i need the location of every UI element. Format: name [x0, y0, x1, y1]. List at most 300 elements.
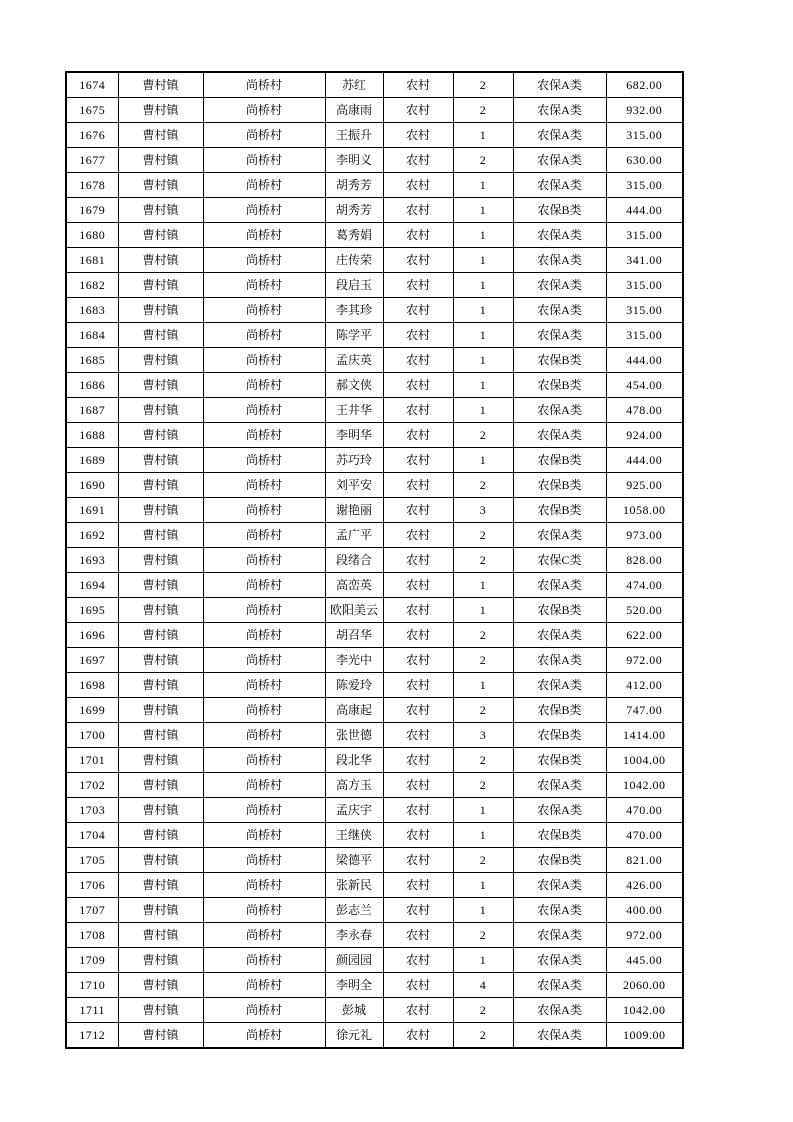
category-cell: 农保B类: [513, 598, 606, 623]
count-cell: 1: [453, 373, 513, 398]
count-cell: 2: [453, 148, 513, 173]
amount-cell: 478.00: [606, 398, 683, 423]
residence-cell: 农村: [383, 198, 453, 223]
count-cell: 2: [453, 98, 513, 123]
village-cell: 尚桥村: [203, 373, 325, 398]
town-cell: 曹村镇: [118, 573, 203, 598]
amount-cell: 1042.00: [606, 773, 683, 798]
village-cell: 尚桥村: [203, 573, 325, 598]
town-cell: 曹村镇: [118, 848, 203, 873]
town-cell: 曹村镇: [118, 448, 203, 473]
name-cell: 王振升: [325, 123, 383, 148]
town-cell: 曹村镇: [118, 898, 203, 923]
town-cell: 曹村镇: [118, 723, 203, 748]
town-cell: 曹村镇: [118, 623, 203, 648]
count-cell: 2: [453, 848, 513, 873]
serial-cell: 1682: [66, 273, 118, 298]
town-cell: 曹村镇: [118, 498, 203, 523]
village-cell: 尚桥村: [203, 348, 325, 373]
table-row: [66, 698, 683, 723]
town-cell: 曹村镇: [118, 773, 203, 798]
table-row: [66, 72, 683, 98]
serial-cell: 1686: [66, 373, 118, 398]
town-cell: 曹村镇: [118, 123, 203, 148]
count-cell: 1: [453, 673, 513, 698]
table-row: [66, 798, 683, 823]
village-cell: 尚桥村: [203, 323, 325, 348]
table-row: [66, 973, 683, 998]
count-cell: 2: [453, 523, 513, 548]
village-cell: 尚桥村: [203, 423, 325, 448]
name-cell: 张新民: [325, 873, 383, 898]
amount-cell: 400.00: [606, 898, 683, 923]
table-row: [66, 898, 683, 923]
count-cell: 1: [453, 398, 513, 423]
table-row: [66, 373, 683, 398]
village-cell: 尚桥村: [203, 98, 325, 123]
count-cell: 3: [453, 723, 513, 748]
name-cell: 葛秀娟: [325, 223, 383, 248]
village-cell: 尚桥村: [203, 848, 325, 873]
count-cell: 2: [453, 748, 513, 773]
town-cell: 曹村镇: [118, 248, 203, 273]
residence-cell: 农村: [383, 273, 453, 298]
town-cell: 曹村镇: [118, 923, 203, 948]
serial-cell: 1691: [66, 498, 118, 523]
town-cell: 曹村镇: [118, 698, 203, 723]
serial-cell: 1703: [66, 798, 118, 823]
village-cell: 尚桥村: [203, 723, 325, 748]
serial-cell: 1683: [66, 298, 118, 323]
residence-cell: 农村: [383, 1023, 453, 1049]
table-row: [66, 273, 683, 298]
category-cell: 农保A类: [513, 798, 606, 823]
name-cell: 苏巧玲: [325, 448, 383, 473]
amount-cell: 1414.00: [606, 723, 683, 748]
count-cell: 1: [453, 348, 513, 373]
category-cell: 农保B类: [513, 848, 606, 873]
amount-cell: 412.00: [606, 673, 683, 698]
count-cell: 1: [453, 898, 513, 923]
count-cell: 2: [453, 998, 513, 1023]
table-row: [66, 348, 683, 373]
category-cell: 农保A类: [513, 923, 606, 948]
serial-cell: 1699: [66, 698, 118, 723]
table-row: [66, 998, 683, 1023]
name-cell: 高康起: [325, 698, 383, 723]
residence-cell: 农村: [383, 648, 453, 673]
village-cell: 尚桥村: [203, 198, 325, 223]
town-cell: 曹村镇: [118, 798, 203, 823]
amount-cell: 630.00: [606, 148, 683, 173]
amount-cell: 315.00: [606, 173, 683, 198]
serial-cell: 1675: [66, 98, 118, 123]
village-cell: 尚桥村: [203, 1023, 325, 1049]
name-cell: 颜园园: [325, 948, 383, 973]
residence-cell: 农村: [383, 798, 453, 823]
name-cell: 梁德平: [325, 848, 383, 873]
category-cell: 农保A类: [513, 72, 606, 98]
category-cell: 农保B类: [513, 348, 606, 373]
serial-cell: 1680: [66, 223, 118, 248]
serial-cell: 1688: [66, 423, 118, 448]
village-cell: 尚桥村: [203, 548, 325, 573]
category-cell: 农保A类: [513, 123, 606, 148]
name-cell: 庄传荣: [325, 248, 383, 273]
table-row: [66, 498, 683, 523]
residence-cell: 农村: [383, 473, 453, 498]
count-cell: 2: [453, 72, 513, 98]
category-cell: 农保B类: [513, 823, 606, 848]
amount-cell: 470.00: [606, 798, 683, 823]
serial-cell: 1698: [66, 673, 118, 698]
amount-cell: 315.00: [606, 323, 683, 348]
residence-cell: 农村: [383, 498, 453, 523]
amount-cell: 341.00: [606, 248, 683, 273]
table-row: [66, 673, 683, 698]
table-row: [66, 548, 683, 573]
serial-cell: 1679: [66, 198, 118, 223]
town-cell: 曹村镇: [118, 523, 203, 548]
amount-cell: 1004.00: [606, 748, 683, 773]
amount-cell: 682.00: [606, 72, 683, 98]
count-cell: 2: [453, 623, 513, 648]
village-cell: 尚桥村: [203, 773, 325, 798]
serial-cell: 1702: [66, 773, 118, 798]
residence-cell: 农村: [383, 448, 453, 473]
category-cell: 农保A类: [513, 948, 606, 973]
serial-cell: 1676: [66, 123, 118, 148]
serial-cell: 1696: [66, 623, 118, 648]
village-cell: 尚桥村: [203, 448, 325, 473]
village-cell: 尚桥村: [203, 223, 325, 248]
category-cell: 农保A类: [513, 998, 606, 1023]
village-cell: 尚桥村: [203, 973, 325, 998]
category-cell: 农保B类: [513, 373, 606, 398]
count-cell: 1: [453, 598, 513, 623]
village-cell: 尚桥村: [203, 898, 325, 923]
amount-cell: 932.00: [606, 98, 683, 123]
category-cell: 农保A类: [513, 573, 606, 598]
name-cell: 刘平安: [325, 473, 383, 498]
table-row: [66, 648, 683, 673]
name-cell: 胡秀芳: [325, 198, 383, 223]
category-cell: 农保A类: [513, 273, 606, 298]
town-cell: 曹村镇: [118, 173, 203, 198]
table-row: [66, 223, 683, 248]
village-cell: 尚桥村: [203, 498, 325, 523]
category-cell: 农保A类: [513, 173, 606, 198]
amount-cell: 454.00: [606, 373, 683, 398]
count-cell: 1: [453, 223, 513, 248]
village-cell: 尚桥村: [203, 148, 325, 173]
residence-cell: 农村: [383, 123, 453, 148]
village-cell: 尚桥村: [203, 648, 325, 673]
residence-cell: 农村: [383, 698, 453, 723]
town-cell: 曹村镇: [118, 973, 203, 998]
name-cell: 谢艳丽: [325, 498, 383, 523]
count-cell: 1: [453, 273, 513, 298]
category-cell: 农保A类: [513, 673, 606, 698]
residence-cell: 农村: [383, 823, 453, 848]
residence-cell: 农村: [383, 973, 453, 998]
category-cell: 农保B类: [513, 473, 606, 498]
table-row: [66, 573, 683, 598]
count-cell: 2: [453, 648, 513, 673]
count-cell: 1: [453, 823, 513, 848]
village-cell: 尚桥村: [203, 998, 325, 1023]
amount-cell: 924.00: [606, 423, 683, 448]
serial-cell: 1700: [66, 723, 118, 748]
category-cell: 农保A类: [513, 148, 606, 173]
category-cell: 农保B类: [513, 698, 606, 723]
name-cell: 郝文侠: [325, 373, 383, 398]
serial-cell: 1712: [66, 1023, 118, 1049]
name-cell: 李永春: [325, 923, 383, 948]
name-cell: 李明义: [325, 148, 383, 173]
table-row: [66, 98, 683, 123]
count-cell: 4: [453, 973, 513, 998]
town-cell: 曹村镇: [118, 673, 203, 698]
residence-cell: 农村: [383, 998, 453, 1023]
town-cell: 曹村镇: [118, 748, 203, 773]
residence-cell: 农村: [383, 923, 453, 948]
table-row: [66, 448, 683, 473]
village-cell: 尚桥村: [203, 398, 325, 423]
category-cell: 农保A类: [513, 973, 606, 998]
name-cell: 高方玉: [325, 773, 383, 798]
name-cell: 胡秀芳: [325, 173, 383, 198]
category-cell: 农保A类: [513, 223, 606, 248]
residence-cell: 农村: [383, 248, 453, 273]
name-cell: 孟庆英: [325, 348, 383, 373]
town-cell: 曹村镇: [118, 198, 203, 223]
town-cell: 曹村镇: [118, 873, 203, 898]
category-cell: 农保A类: [513, 898, 606, 923]
town-cell: 曹村镇: [118, 998, 203, 1023]
name-cell: 王继侠: [325, 823, 383, 848]
residence-cell: 农村: [383, 223, 453, 248]
town-cell: 曹村镇: [118, 348, 203, 373]
amount-cell: 972.00: [606, 923, 683, 948]
count-cell: 2: [453, 773, 513, 798]
table-row: [66, 323, 683, 348]
name-cell: 孟庆宇: [325, 798, 383, 823]
count-cell: 1: [453, 573, 513, 598]
table-row: [66, 623, 683, 648]
category-cell: 农保A类: [513, 298, 606, 323]
village-cell: 尚桥村: [203, 298, 325, 323]
count-cell: 2: [453, 548, 513, 573]
name-cell: 高峦英: [325, 573, 383, 598]
count-cell: 1: [453, 298, 513, 323]
amount-cell: 747.00: [606, 698, 683, 723]
village-cell: 尚桥村: [203, 748, 325, 773]
town-cell: 曹村镇: [118, 98, 203, 123]
category-cell: 农保A类: [513, 398, 606, 423]
town-cell: 曹村镇: [118, 648, 203, 673]
serial-cell: 1707: [66, 898, 118, 923]
category-cell: 农保B类: [513, 723, 606, 748]
town-cell: 曹村镇: [118, 948, 203, 973]
amount-cell: 622.00: [606, 623, 683, 648]
amount-cell: 821.00: [606, 848, 683, 873]
category-cell: 农保A类: [513, 248, 606, 273]
count-cell: 2: [453, 1023, 513, 1049]
village-cell: 尚桥村: [203, 123, 325, 148]
count-cell: 2: [453, 923, 513, 948]
town-cell: 曹村镇: [118, 223, 203, 248]
amount-cell: 973.00: [606, 523, 683, 548]
town-cell: 曹村镇: [118, 72, 203, 98]
serial-cell: 1674: [66, 72, 118, 98]
count-cell: 2: [453, 423, 513, 448]
name-cell: 段启玉: [325, 273, 383, 298]
name-cell: 王井华: [325, 398, 383, 423]
village-cell: 尚桥村: [203, 72, 325, 98]
serial-cell: 1708: [66, 923, 118, 948]
residence-cell: 农村: [383, 348, 453, 373]
category-cell: 农保A类: [513, 523, 606, 548]
count-cell: 1: [453, 448, 513, 473]
serial-cell: 1694: [66, 573, 118, 598]
table-row: [66, 598, 683, 623]
village-cell: 尚桥村: [203, 673, 325, 698]
serial-cell: 1709: [66, 948, 118, 973]
table-row: [66, 148, 683, 173]
serial-cell: 1695: [66, 598, 118, 623]
name-cell: 李光中: [325, 648, 383, 673]
residence-cell: 农村: [383, 523, 453, 548]
count-cell: 1: [453, 873, 513, 898]
category-cell: 农保A类: [513, 873, 606, 898]
count-cell: 1: [453, 323, 513, 348]
table-row: [66, 848, 683, 873]
residence-cell: 农村: [383, 373, 453, 398]
amount-cell: 972.00: [606, 648, 683, 673]
category-cell: 农保A类: [513, 1023, 606, 1049]
amount-cell: 445.00: [606, 948, 683, 973]
serial-cell: 1692: [66, 523, 118, 548]
town-cell: 曹村镇: [118, 823, 203, 848]
table-row: [66, 773, 683, 798]
amount-cell: 470.00: [606, 823, 683, 848]
table-row: [66, 823, 683, 848]
town-cell: 曹村镇: [118, 598, 203, 623]
serial-cell: 1687: [66, 398, 118, 423]
amount-cell: 828.00: [606, 548, 683, 573]
table-row: [66, 748, 683, 773]
serial-cell: 1706: [66, 873, 118, 898]
category-cell: 农保A类: [513, 773, 606, 798]
table-row: [66, 298, 683, 323]
category-cell: 农保A类: [513, 323, 606, 348]
name-cell: 苏红: [325, 72, 383, 98]
count-cell: 1: [453, 798, 513, 823]
residence-cell: 农村: [383, 573, 453, 598]
count-cell: 3: [453, 498, 513, 523]
residence-cell: 农村: [383, 148, 453, 173]
table-row: [66, 723, 683, 748]
village-cell: 尚桥村: [203, 173, 325, 198]
name-cell: 胡召华: [325, 623, 383, 648]
name-cell: 段绪合: [325, 548, 383, 573]
amount-cell: 1042.00: [606, 998, 683, 1023]
village-cell: 尚桥村: [203, 798, 325, 823]
town-cell: 曹村镇: [118, 373, 203, 398]
residence-cell: 农村: [383, 598, 453, 623]
residence-cell: 农村: [383, 623, 453, 648]
residence-cell: 农村: [383, 548, 453, 573]
amount-cell: 426.00: [606, 873, 683, 898]
count-cell: 1: [453, 248, 513, 273]
name-cell: 李明华: [325, 423, 383, 448]
serial-cell: 1689: [66, 448, 118, 473]
benefit-roster-table: [65, 71, 684, 1049]
name-cell: 高康雨: [325, 98, 383, 123]
table-row: [66, 248, 683, 273]
serial-cell: 1705: [66, 848, 118, 873]
village-cell: 尚桥村: [203, 873, 325, 898]
count-cell: 2: [453, 473, 513, 498]
village-cell: 尚桥村: [203, 948, 325, 973]
town-cell: 曹村镇: [118, 1023, 203, 1049]
count-cell: 1: [453, 948, 513, 973]
residence-cell: 农村: [383, 773, 453, 798]
name-cell: 彭志兰: [325, 898, 383, 923]
serial-cell: 1681: [66, 248, 118, 273]
village-cell: 尚桥村: [203, 273, 325, 298]
amount-cell: 474.00: [606, 573, 683, 598]
residence-cell: 农村: [383, 98, 453, 123]
count-cell: 1: [453, 173, 513, 198]
name-cell: 李明全: [325, 973, 383, 998]
village-cell: 尚桥村: [203, 598, 325, 623]
name-cell: 陈学平: [325, 323, 383, 348]
category-cell: 农保B类: [513, 498, 606, 523]
residence-cell: 农村: [383, 723, 453, 748]
serial-cell: 1693: [66, 548, 118, 573]
residence-cell: 农村: [383, 898, 453, 923]
name-cell: 孟广平: [325, 523, 383, 548]
town-cell: 曹村镇: [118, 148, 203, 173]
category-cell: 农保B类: [513, 198, 606, 223]
count-cell: 2: [453, 698, 513, 723]
table-row: [66, 398, 683, 423]
category-cell: 农保C类: [513, 548, 606, 573]
amount-cell: 315.00: [606, 123, 683, 148]
serial-cell: 1690: [66, 473, 118, 498]
residence-cell: 农村: [383, 173, 453, 198]
amount-cell: 444.00: [606, 448, 683, 473]
category-cell: 农保A类: [513, 423, 606, 448]
table-row: [66, 948, 683, 973]
category-cell: 农保A类: [513, 648, 606, 673]
name-cell: 张世德: [325, 723, 383, 748]
residence-cell: 农村: [383, 873, 453, 898]
residence-cell: 农村: [383, 323, 453, 348]
residence-cell: 农村: [383, 298, 453, 323]
residence-cell: 农村: [383, 398, 453, 423]
table-row: [66, 423, 683, 448]
village-cell: 尚桥村: [203, 823, 325, 848]
amount-cell: 1009.00: [606, 1023, 683, 1049]
residence-cell: 农村: [383, 748, 453, 773]
serial-cell: 1677: [66, 148, 118, 173]
residence-cell: 农村: [383, 423, 453, 448]
residence-cell: 农村: [383, 72, 453, 98]
town-cell: 曹村镇: [118, 423, 203, 448]
